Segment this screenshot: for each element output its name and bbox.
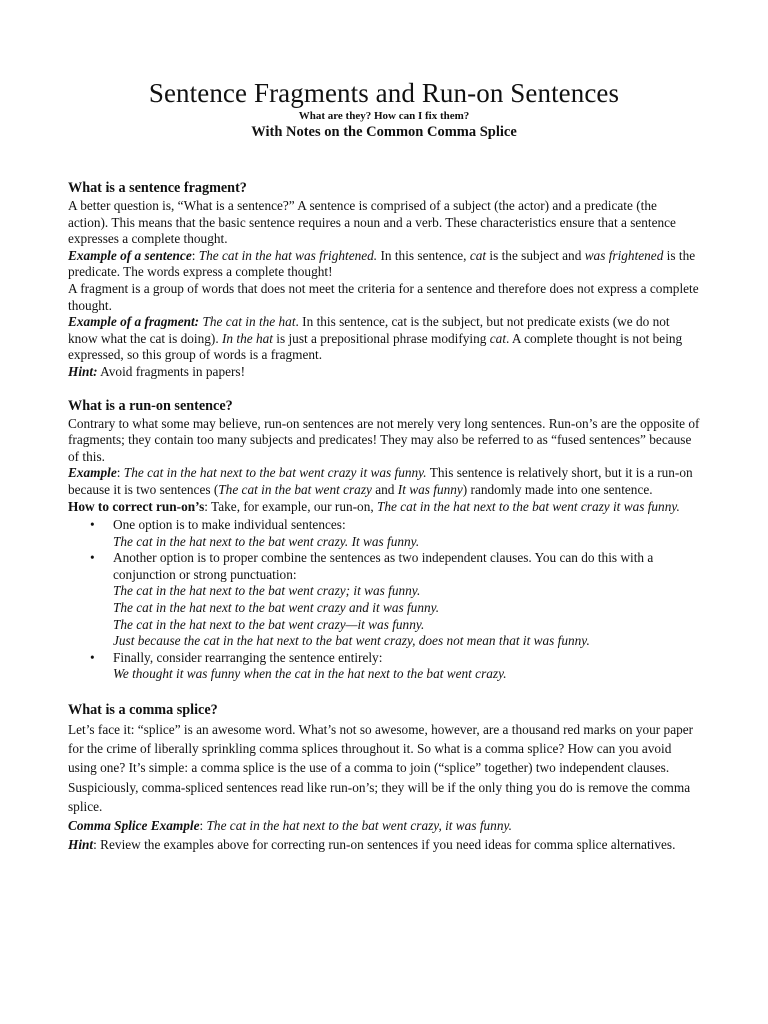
example-label: Comma Splice Example (68, 818, 200, 834)
document-subheading: With Notes on the Common Comma Splice (251, 124, 517, 140)
paragraph-comma-splice-example: Comma Splice Example: The cat in the hat next to the bat went crazy, it was funny. (68, 818, 512, 834)
example-label: Example of a fragment: (68, 314, 200, 330)
how-to-label: How to correct run-on’s (68, 498, 205, 514)
option-label: Finally, consider rearranging the sentence entirely: (113, 649, 383, 665)
paragraph-fragment-hint: Hint: Avoid fragments in papers! (68, 363, 246, 379)
paragraph-comma-splice-intro: Let’s face it: “splice” is an awesome word. What’s not so awesome, however, are a thousand red marks on your paper for the crime of liberally sprinkling comma splices throughout it. So what is a comma splice? How can you avoid using one? It’s simple: a comma splice is the use of a comma to join (“splice” together) two independent clauses. Suspiciously, comma-spliced sentences read like run-on’s; they will be if the only thing you do is remove the comma splice. (68, 722, 694, 814)
option-label: One option is to make individual sentences: (113, 517, 346, 533)
paragraph-fragment-definition: A fragment is a group of words that does not meet the criteria for a sentence and therefore does not express a complete thought. (68, 280, 699, 313)
hint-label: Hint: (68, 363, 98, 379)
option-example: We thought it was funny when the cat in the hat next to the bat went crazy. (113, 666, 507, 682)
paragraph-fragment-intro: A better question is, “What is a sentence?” A sentence is comprised of a subject (the actor) and a predicate (the action). This means that the basic sentence requires a noun and a verb. These characteristics ensure that a sentence expresses a complete thought. (68, 198, 676, 247)
option-example: The cat in the hat next to the bat went crazy and it was funny. (113, 600, 440, 616)
option-example: The cat in the hat next to the bat went crazy; it was funny. (113, 583, 421, 599)
bullet-icon: • (90, 649, 95, 665)
paragraph-run-on-intro: Contrary to what some may believe, run-on sentences are not merely very long sentences. Run-on’s are the opposite of fragments; they contain too many subjects and predicates! They may also be referred to as “fused sentences” because of this. (68, 415, 700, 464)
section-heading-fragment: What is a sentence fragment? (68, 180, 247, 196)
document-subtitle: What are they? How can I fix them? (298, 110, 470, 122)
example-label: Example (68, 465, 117, 481)
example-label: Example of a sentence (68, 247, 192, 263)
bullet-icon: • (90, 550, 95, 566)
document-body (68, 180, 700, 854)
list-item (90, 517, 700, 550)
paragraph-run-on-example: Example: The cat in the hat next to the bat went crazy it was funny. This sentence is relatively short, but it is a run-on because it is two sentences (The cat in the bat went crazy and It was funny) randomly made into one sentence. (68, 465, 693, 497)
correction-options-list (68, 517, 700, 683)
paragraph-sentence-example: Example of a sentence: The cat in the hat was frightened. In this sentence, cat is the subject and was frightened is the predicate. The words express a complete thought! (68, 247, 696, 280)
section-heading-comma-splice: What is a comma splice? (68, 702, 218, 719)
option-label: Another option is to proper combine the sentences as two independent clauses. You can do this with a conjunction or strong punctuation: (113, 550, 654, 582)
paragraph-fragment-example: Example of a fragment: The cat in the hat. In this sentence, cat is the subject, but not predicate exists (we do not know what the cat is doing). In the hat is just a prepositional phrase modifying cat. A complete thought is not being expressed, so this group of words is a fragment. (68, 314, 683, 363)
document-title: Sentence Fragments and Run-on Sentences (148, 78, 620, 108)
option-example: The cat in the hat next to the bat went crazy. It was funny. (113, 533, 420, 549)
section-comma-splice (68, 702, 700, 854)
paragraph-comma-splice-hint: Hint: Review the examples above for correcting run-on sentences if you need ideas for comma splice alternatives. (68, 837, 676, 853)
bullet-icon: • (90, 517, 95, 533)
list-item (90, 649, 700, 683)
option-example: Just because the cat in the hat next to the bat went crazy, does not mean that it was funny. (113, 633, 590, 649)
section-heading-run-on: What is a run-on sentence? (68, 397, 233, 414)
section-run-on-sentence (68, 398, 700, 684)
list-item (90, 550, 700, 650)
paragraph-how-to-correct: How to correct run-on’s: Take, for example, our run-on, The cat in the hat next to the bat went crazy it was funny. (68, 498, 680, 514)
section-sentence-fragment (68, 180, 700, 381)
hint-label: Hint (68, 837, 94, 853)
option-example: The cat in the hat next to the bat went crazy—it was funny. (113, 616, 425, 632)
